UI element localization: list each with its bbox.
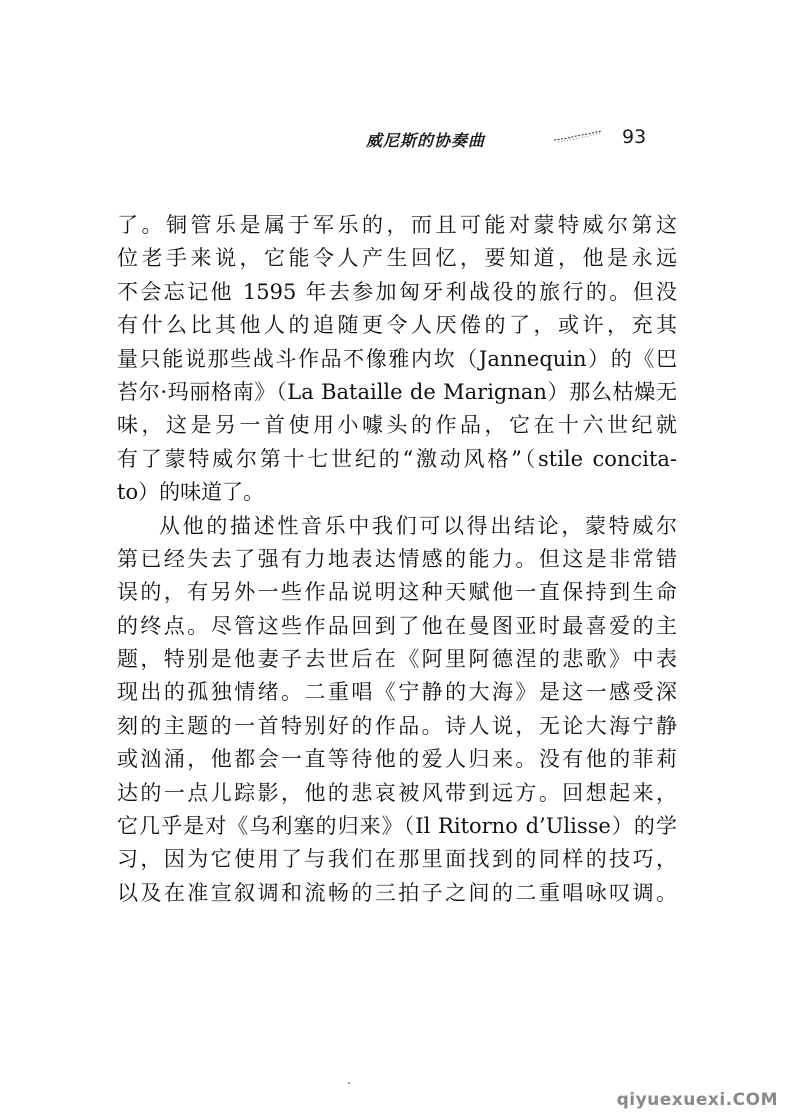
text-line: 了。铜管乐是属于军乐的，而且可能对蒙特威尔第这 <box>117 213 677 237</box>
text-line: 味，这是另一首使用小噱头的作品，它在十六世纪就 <box>117 413 677 438</box>
text-line: 的终点。尽管这些作品回到了他在曼图亚时最喜爱的主 <box>117 613 677 638</box>
site-watermark: qiyuexuexi.COM <box>616 1090 778 1110</box>
text-line: 量只能说那些战斗作品不像雅内坎（Jannequin）的《巴 <box>117 346 677 371</box>
text-line: 习，因为它使用了与我们在那里面找到的同样的技巧， <box>117 847 677 872</box>
print-speck <box>348 1082 350 1084</box>
text-line: 误的，有另外一些作品说明这种天赋他一直保持到生命 <box>117 580 677 605</box>
paragraph-1 <box>117 209 677 510</box>
text-line: 以及在准宣叙调和流畅的三拍子之间的二重唱咏叹调。 <box>117 880 677 905</box>
page-number: 93 <box>622 126 647 148</box>
text-line: 不会忘记他 1595 年去参加匈牙利战役的旅行的。但没 <box>117 279 677 304</box>
text-line: 或汹涌，他都会一直等待他的爱人归来。没有他的菲莉 <box>117 747 677 772</box>
text-line: 题，特别是他妻子去世后在《阿里阿德涅的悲歌》中表 <box>117 647 677 672</box>
text-line: 达的一点儿踪影，他的悲哀被风带到远方。回想起来， <box>117 780 677 805</box>
text-line: 第已经失去了强有力地表达情感的能力。但这是非常错 <box>117 546 677 571</box>
text-line: to）的味道了。 <box>117 480 265 505</box>
text-line: 位老手来说，它能令人产生回忆，要知道，他是永远 <box>117 246 677 271</box>
text-line: 有什么比其他人的追随更令人厌倦的了，或许，充其 <box>117 313 677 338</box>
body-text <box>117 209 677 910</box>
text-line: 刻的主题的一首特别好的作品。诗人说，无论大海宁静 <box>117 713 677 738</box>
paragraph-2 <box>117 510 677 911</box>
running-title: 威尼斯的协奏曲 <box>366 131 486 150</box>
running-header <box>366 126 666 156</box>
flourish-ornament-icon <box>552 130 604 144</box>
text-line: 有了蒙特威尔第十七世纪的“激动风格”（stile concita- <box>117 446 677 471</box>
text-line: 从他的描述性音乐中我们可以得出结论，蒙特威尔 <box>159 513 677 538</box>
text-line: 苔尔·玛丽格南》（La Bataille de Marignan）那么枯燥无 <box>117 379 677 404</box>
text-line: 现出的孤独情绪。二重唱《宁静的大海》是这一感受深 <box>117 680 677 705</box>
text-line: 它几乎是对《乌利塞的归来》（Il Ritorno d’Ulisse）的学 <box>117 814 677 839</box>
